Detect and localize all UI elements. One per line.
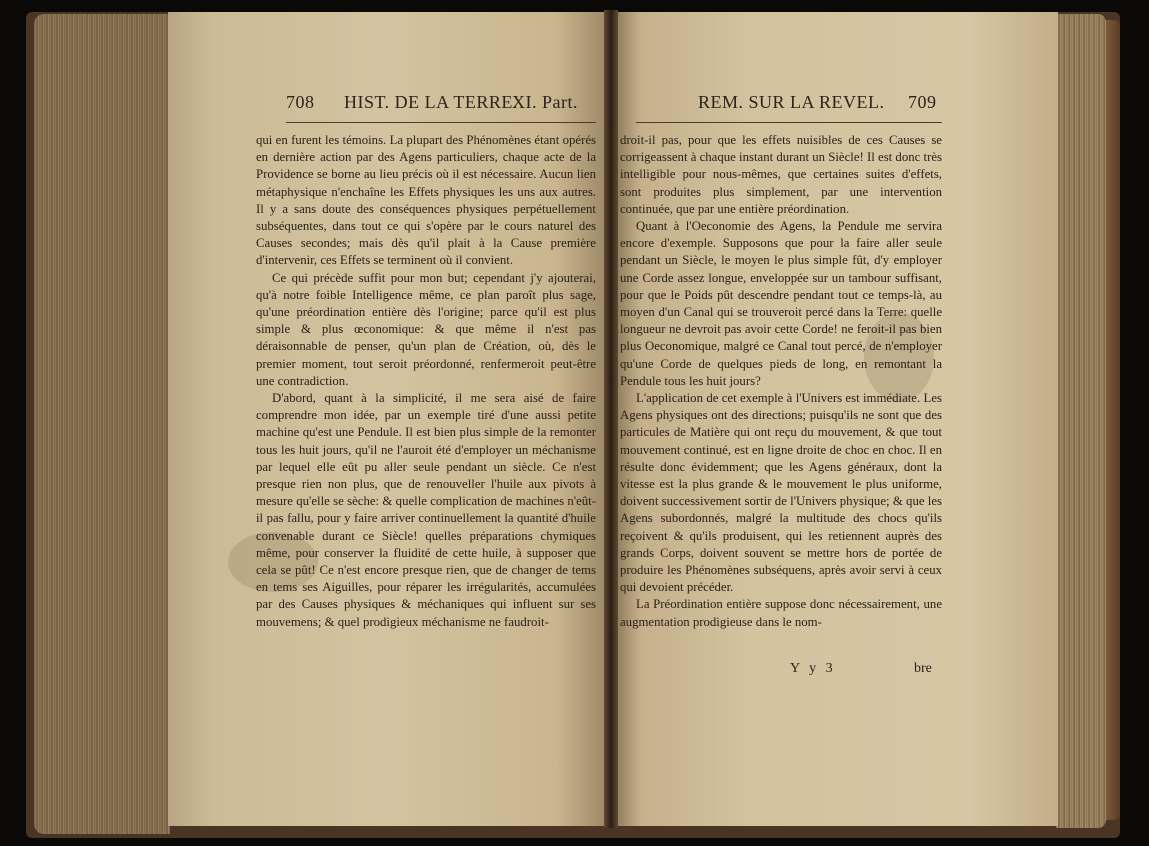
left-part-label: XI. Part.	[512, 92, 578, 112]
right-page-body	[620, 132, 942, 631]
right-page-edges	[1056, 14, 1106, 828]
left-header-rule	[286, 122, 596, 123]
right-running-header	[636, 92, 946, 120]
paragraph: Quant à l'Oeconomie des Agens, la Pendule me servira encore d'exemple. Supposons que pour la faire aller seule pendant un Siècle, le moyen le plus simple fût, d'y employer une Corde assez longue, enveloppée sur un tambour suffisant, pour que le Poids pût descendre pendant tout ce temps-là, au moyen d'un Canal qui se trouveroit percé dans la Terre: quelle longueur ne devroit pas avoir cette Corde! ne feroit-il pas bien plus Oeconomique, malgré ce Canal tout percé, de n'employer qu'une Corde de quelques pieds de long, en remontant la Pendule tous les huit jours?	[620, 219, 942, 388]
right-page-number: 709	[908, 92, 937, 112]
left-page-body	[256, 132, 596, 631]
paragraph: qui en furent les témoins. La plupart des Phénomènes étant opérés en dernière action par des Agens particuliers, chaque acte de la Providence se borne au lieu précis où il est nécessaire. Aucun lien métaphysique n'enchaîne les Effets physiques les uns aux autres. Il y a sans doute des conséquences physiques perpétuellement subséquentes, dans tout ce qui s'opère par le cours naturel des Causes secondes; mais dès qu'il plait à la Cause première d'intervenir, ces Effets se terminent où il convient.	[256, 133, 596, 268]
left-running-header	[286, 92, 596, 120]
book-gutter	[604, 10, 618, 828]
paragraph: droit-il pas, pour que les effets nuisibles de ces Causes se corrigeassent à chaque instant durant un Siècle! Il est donc très intelligible pour nous-mêmes, que certaines suites d'effets, sont produites plus simplement, par une intervention continuée, que par une entière préordination.	[620, 133, 942, 216]
left-page-number: 708	[286, 92, 315, 112]
right-header-rule	[636, 122, 942, 123]
right-catchword: bre	[914, 661, 932, 676]
left-running-head: HIST. DE LA TERRE.	[344, 92, 518, 112]
right-running-head: REM. SUR LA REVEL.	[698, 92, 885, 112]
paragraph: L'application de cet exemple à l'Univers est immédiate. Les Agens physiques ont des directions; puisqu'ils ne sont que des particules de Matière qui ont reçu du mouvement, & que tout mouvement continué, est en ligne droite de choc en choc. Il en résulte donc évidemment; que les Agens généraux, dont la vitesse est la plus grande & le mouvement le plus uniforme, doivent successivement sortir de l'Univers physique; & que les Agens subordonnés, malgré la multitude des chocs qu'ils reçoivent & qu'ils produisent, qui les retiennent auprès des grands Corps, doivent souvent se mettre hors de portée de produire les Phénomènes subséquens, après avoir servi à ceux qui devoient précéder.	[620, 391, 942, 595]
paragraph: La Préordination entière suppose donc nécessairement, une augmentation prodigieuse dans le nom-	[620, 597, 942, 629]
signature-mark: Y y 3	[790, 661, 836, 676]
paragraph: D'abord, quant à la simplicité, il me sera aisé de faire comprendre mon idée, par un exemple tiré d'une aussi petite machine qu'est une Pendule. Il est bien plus simple de la remonter tous les huit jours, qu'il ne l'auroit été d'employer un méchanisme par lequel elle eût pu aller seule pendant un siècle. Ce n'est presque rien non plus, que de renouveller l'huile aux pivots à mesure qu'elle se sèche: & quelle complication de machines n'eût-il pas fallu, pour y faire arriver continuellement la quantité d'huile convenable durant ce Siècle! quelles préparations chymiques même, pour conserver la fluidité de cette huile, à supposer que cela se pût! Ce n'est encore presque rien, que de changer de tems en tems ses Aiguilles, pour réparer les irrégularités, accumulées par des Causes physiques & méchaniques qui influent sur ses mouvemens; & quel prodigieux méchanisme ne faudroit-	[256, 391, 596, 629]
paragraph: Ce qui précède suffit pour mon but; cependant j'y ajouterai, qu'à notre foible Intelligence même, ce plan paroît plus sage, qu'une préordination entière dès l'origine; parce qu'il est plus simple & plus œconomique: & que même il n'est pas déraisonnable de penser, qu'un plan de Création, où, dès le premier moment, tout seroit préordonné, renfermeroit peut-être une contradiction.	[256, 270, 596, 388]
left-page-edges	[34, 14, 170, 834]
